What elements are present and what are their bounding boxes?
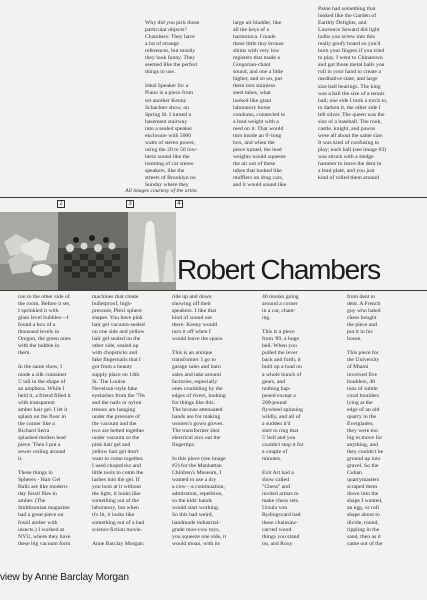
upper-column-1: Why did you pick those particular objects? Chambers: They have a lot of strange references, but mostly they look funny. They seemed like the perfect things to use. Ideal Speaker for a Piano is a piece from set another Kenny Schachter show, on Spring St. I turned a basement stairway into a sealed speaker enclosure with 5000 watts of stereo power, using the 20 to 50 low- hertz sound like the looming of car stereo speakers, like the streets of Brooklyn on Sunday where they (145, 20, 200, 189)
byline: view by Anne Barclay Morgan (0, 572, 129, 583)
artwork-photos (0, 212, 176, 290)
photo-caption: All images courtesy of the artist. (125, 188, 198, 194)
lower-column-2: machines that create bulletproof, high- pressure, Plexi sphere shapes. You have pink hair gel vacuum-sealed on one side and yellow hair gel sealed on the other side, sealed up with chopsticks and fake fingernails that I got from a beauty supply place on 14th St. The Louise Nevelson-style fake eyelashes from the '70s and the nails or nylon tresses are hanging under the pressure of the vacuum and the two are belted together under vacuum so the pink hair gel and yellow hair gel don't want to come together. I used chopsticks and little tools to comb the lashes into the gel. If you look at it without the light, it looks like something out of the laboratory, but when it's lit, it looks like something out of a bad science fiction movie. Anne Barclay Morgan: (92, 294, 145, 547)
lower-column-3: ride up and down showing off their speakers. I like that kind of sound out there. Kenny would turn it off when I would leave the space. This is an antique transformer. I go to garage sales and barn sales and take around factories, especially ones crumbling by the edges of rivers, looking for things like this. The bronze attenuated hands are for making women's gown gloves. The transformer shot electrical arcs out the fingertips. In this piece (see image #2) for the Manhattan Children's Museum, I wanted to use a dry a cow—a continuation, admiration, repetition, so the kids' hands would start working. So this had weird, handmade industrial- grade moo-cow toys, you squeeze one side, it would moan, with its (172, 294, 227, 547)
section-divider-bottom (0, 290, 427, 291)
upper-column-3: Paine had something that looked like the Garden of Earthly Delights, and Lawrence Seward did light bulbs you screw into this really goofy board so you'd burn your fingers if you tried to play. I went to Chinatown and got those metal balls you roll in your hand to create a meditative state, and large size ball bearings. The king was a ball the size of a tennis ball; one side I took a torch to, to darken it, the other side I left silver. The queen was the size of a baseball. The rook, castle, knight, and pawns were all about the same size. It was kind of confusing to play; each ball (see image #3) was struck with a sledge hammer to leave the dent in a lead plate, and you just kind of rolled them around (318, 6, 388, 182)
figure-marker-4: 4 (175, 200, 183, 208)
figure-marker-3: 3 (126, 200, 134, 208)
section-divider-top (0, 197, 427, 198)
lower-column-5: from dent to dent. A French guy who hated chess bought the piece and put it in his house. This piece for the University of Miami involved five boulders, 40 tons of subtle coral boulders lying at the edge of an old quarry in the Everglades; they were too big to move for anything, and they couldn't be ground up into gravel. So the Cuban quarrymasters scraped them down into the shape I wanted, an egg, or roll shape about to divide, round, rippling in the sand, then as it came out of the (347, 294, 384, 547)
artwork-photo-strip (0, 212, 176, 290)
upper-column-2: large air bladder, like all the keys of a harmonica. I made these little tiny bronze shims with very low registers that made a Gregorian-chant sound, and one a little higher, and so on, put them into stainless steel tubes, what looked like giant laboratory horse condoms, connected to a lead weight with a reed on it. That would turn inside an 6'-long box, and when the piece turned, the lead weights would squeeze the air out of these tubes that looked like mufflers on drug cars, and it would sound like (233, 20, 287, 189)
lower-column-4: 40 monks going around a corner in a car, chant- ing. This is a piece from '89, a huge bell. When you pulled the lever back and forth, it built up a load on a whole bunch of gears, and nothing hap- pened except a 200-pound flywheel spinning wildly, and all of a sudden it'd start to ring that 5' bell and you couldn't stop it for a couple of minutes. Exit Art had a show called "Chess" and invited artists to make chess sets. Ursula von Rydingsvard had these chainsaw- carved wood things you stand on, and Roxy (262, 294, 304, 547)
lower-column-1: ron to the other side of the room. Before it set, I sprinkled it with glass level bubbles—I found a box of a thousand levels in Oregon, the green ones with the bubble in them. In the same show, I made a silk container 5' tall in the shape of an amphora. While I held it, a friend filled it with transparent amber hair gel. I let it splash on the floor in the corner like a Richard Serra splashed molten lead piece. Then I put a sewer ceiling around it. These things in Spheres - Hair Gel Balls are like modern- day fossil flies in amber. (The Smithsonian magazine had a great piece on fossil amber with insects.) I worked at NYU, where they have these big vacuum form (18, 294, 71, 547)
article-headline: Robert Chambers (177, 254, 380, 285)
figure-marker-2: 2 (57, 200, 65, 208)
